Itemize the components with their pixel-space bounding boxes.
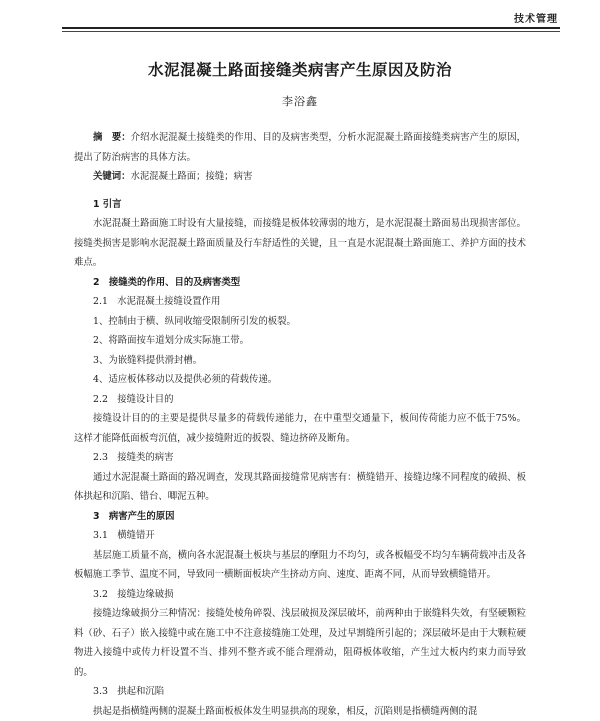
abstract-label: 摘 要：	[93, 132, 131, 143]
paper-body	[74, 128, 526, 721]
header-rule-thin	[62, 31, 560, 32]
subsection-heading-3-3: 3.3 拱起和沉陷	[74, 682, 526, 702]
list-item: 1、控制由于横、纵同收缩受限制所引发的板裂。	[74, 312, 526, 332]
subsection-heading-2-3: 2.3 接缝类的病害	[74, 448, 526, 468]
section-heading-3: 3 病害产生的原因	[74, 507, 526, 527]
paper-title: 水泥混凝土路面接缝类病害产生原因及防治	[0, 58, 600, 80]
keywords-label: 关键词：	[93, 171, 131, 182]
subsection-heading-3-2: 3.2 接缝边缘破损	[74, 585, 526, 605]
subsection-heading-2-2: 2.2 接缝设计目的	[74, 390, 526, 410]
keywords	[74, 167, 526, 187]
paragraph-3-1: 基层施工质量不高，横向各水泥混凝土板块与基层的摩阻力不均匀，或各板幅受不均匀车辆荷载冲击及各板幅施工季节、温度不同，导致同一横断面板块产生挤动方向、速度、距离不同，从而导致横缝错开。	[74, 546, 526, 585]
spacer	[74, 187, 526, 195]
keywords-text: 水泥混凝土路面；接缝；病害	[131, 171, 253, 182]
list-item: 4、适应板体移动以及提供必须的荷载传递。	[74, 370, 526, 390]
paragraph-3-3: 拱起是指横缝两侧的混凝土路面板板体发生明显拱高的现象，相反，沉陷则是指横缝两侧的混	[74, 702, 526, 721]
paragraph-2-3: 通过水泥混凝土路面的路况调查，发现其路面接缝常见病害有：横缝错开、接缝边缘不同程度的破损、板体拱起和沉陷、错台、唧泥五种。	[74, 468, 526, 507]
paper-author: 李浴鑫	[0, 93, 600, 109]
abstract-text: 介绍水泥混凝土接缝类的作用、目的及病害类型，分析水泥混凝土路面接缝类病害产生的原因，提出了防治病害的具体方法。	[74, 132, 526, 163]
section-heading-intro: 1 引言	[74, 195, 526, 215]
list-item: 3、为嵌缝料提供滑封槽。	[74, 351, 526, 371]
paragraph-intro: 水泥混凝土路面施工时设有大量接缝，而接缝是板体较薄弱的地方，是水泥混凝土路面易出现损害部位。接缝类损害是影响水泥混凝土路面质量及行车舒适性的关键，且一直是水泥混凝土路面施工、养护方面的技术难点。	[74, 214, 526, 273]
list-item: 2、将路面按车道划分成实际施工带。	[74, 331, 526, 351]
abstract	[74, 128, 526, 167]
running-header-section: 技术管理	[514, 10, 558, 25]
section-heading-2: 2 接缝类的作用、目的及病害类型	[74, 273, 526, 293]
header-rule	[62, 27, 560, 29]
subsection-heading-2-1: 2.1 水泥混凝土接缝设置作用	[74, 292, 526, 312]
paragraph-2-2: 接缝设计目的的主要是提供尽量多的荷载传递能力，在中重型交通量下，板间传荷能力应不低于75%。这样才能降低面板弯沉值，减少接缝附近的扳裂、缝边挤碎及断角。	[74, 409, 526, 448]
paragraph-3-2: 接缝边缘破损分三种情况：接缝处棱角碎裂、浅层破损及深层破坏，前两种由于嵌缝料失效，有坚硬颗粒料（砂、石子）嵌入接缝中或在施工中不注意接缝施工处理，及过早割缝所引起的；深层破坏是由于大颗粒硬物进入接缝中或传力杆设置不当、排列不整齐或不能合理滑动，阻碍板体收缩，产生过大板内约束力而导致的。	[74, 604, 526, 682]
subsection-heading-3-1: 3.1 横缝错开	[74, 526, 526, 546]
